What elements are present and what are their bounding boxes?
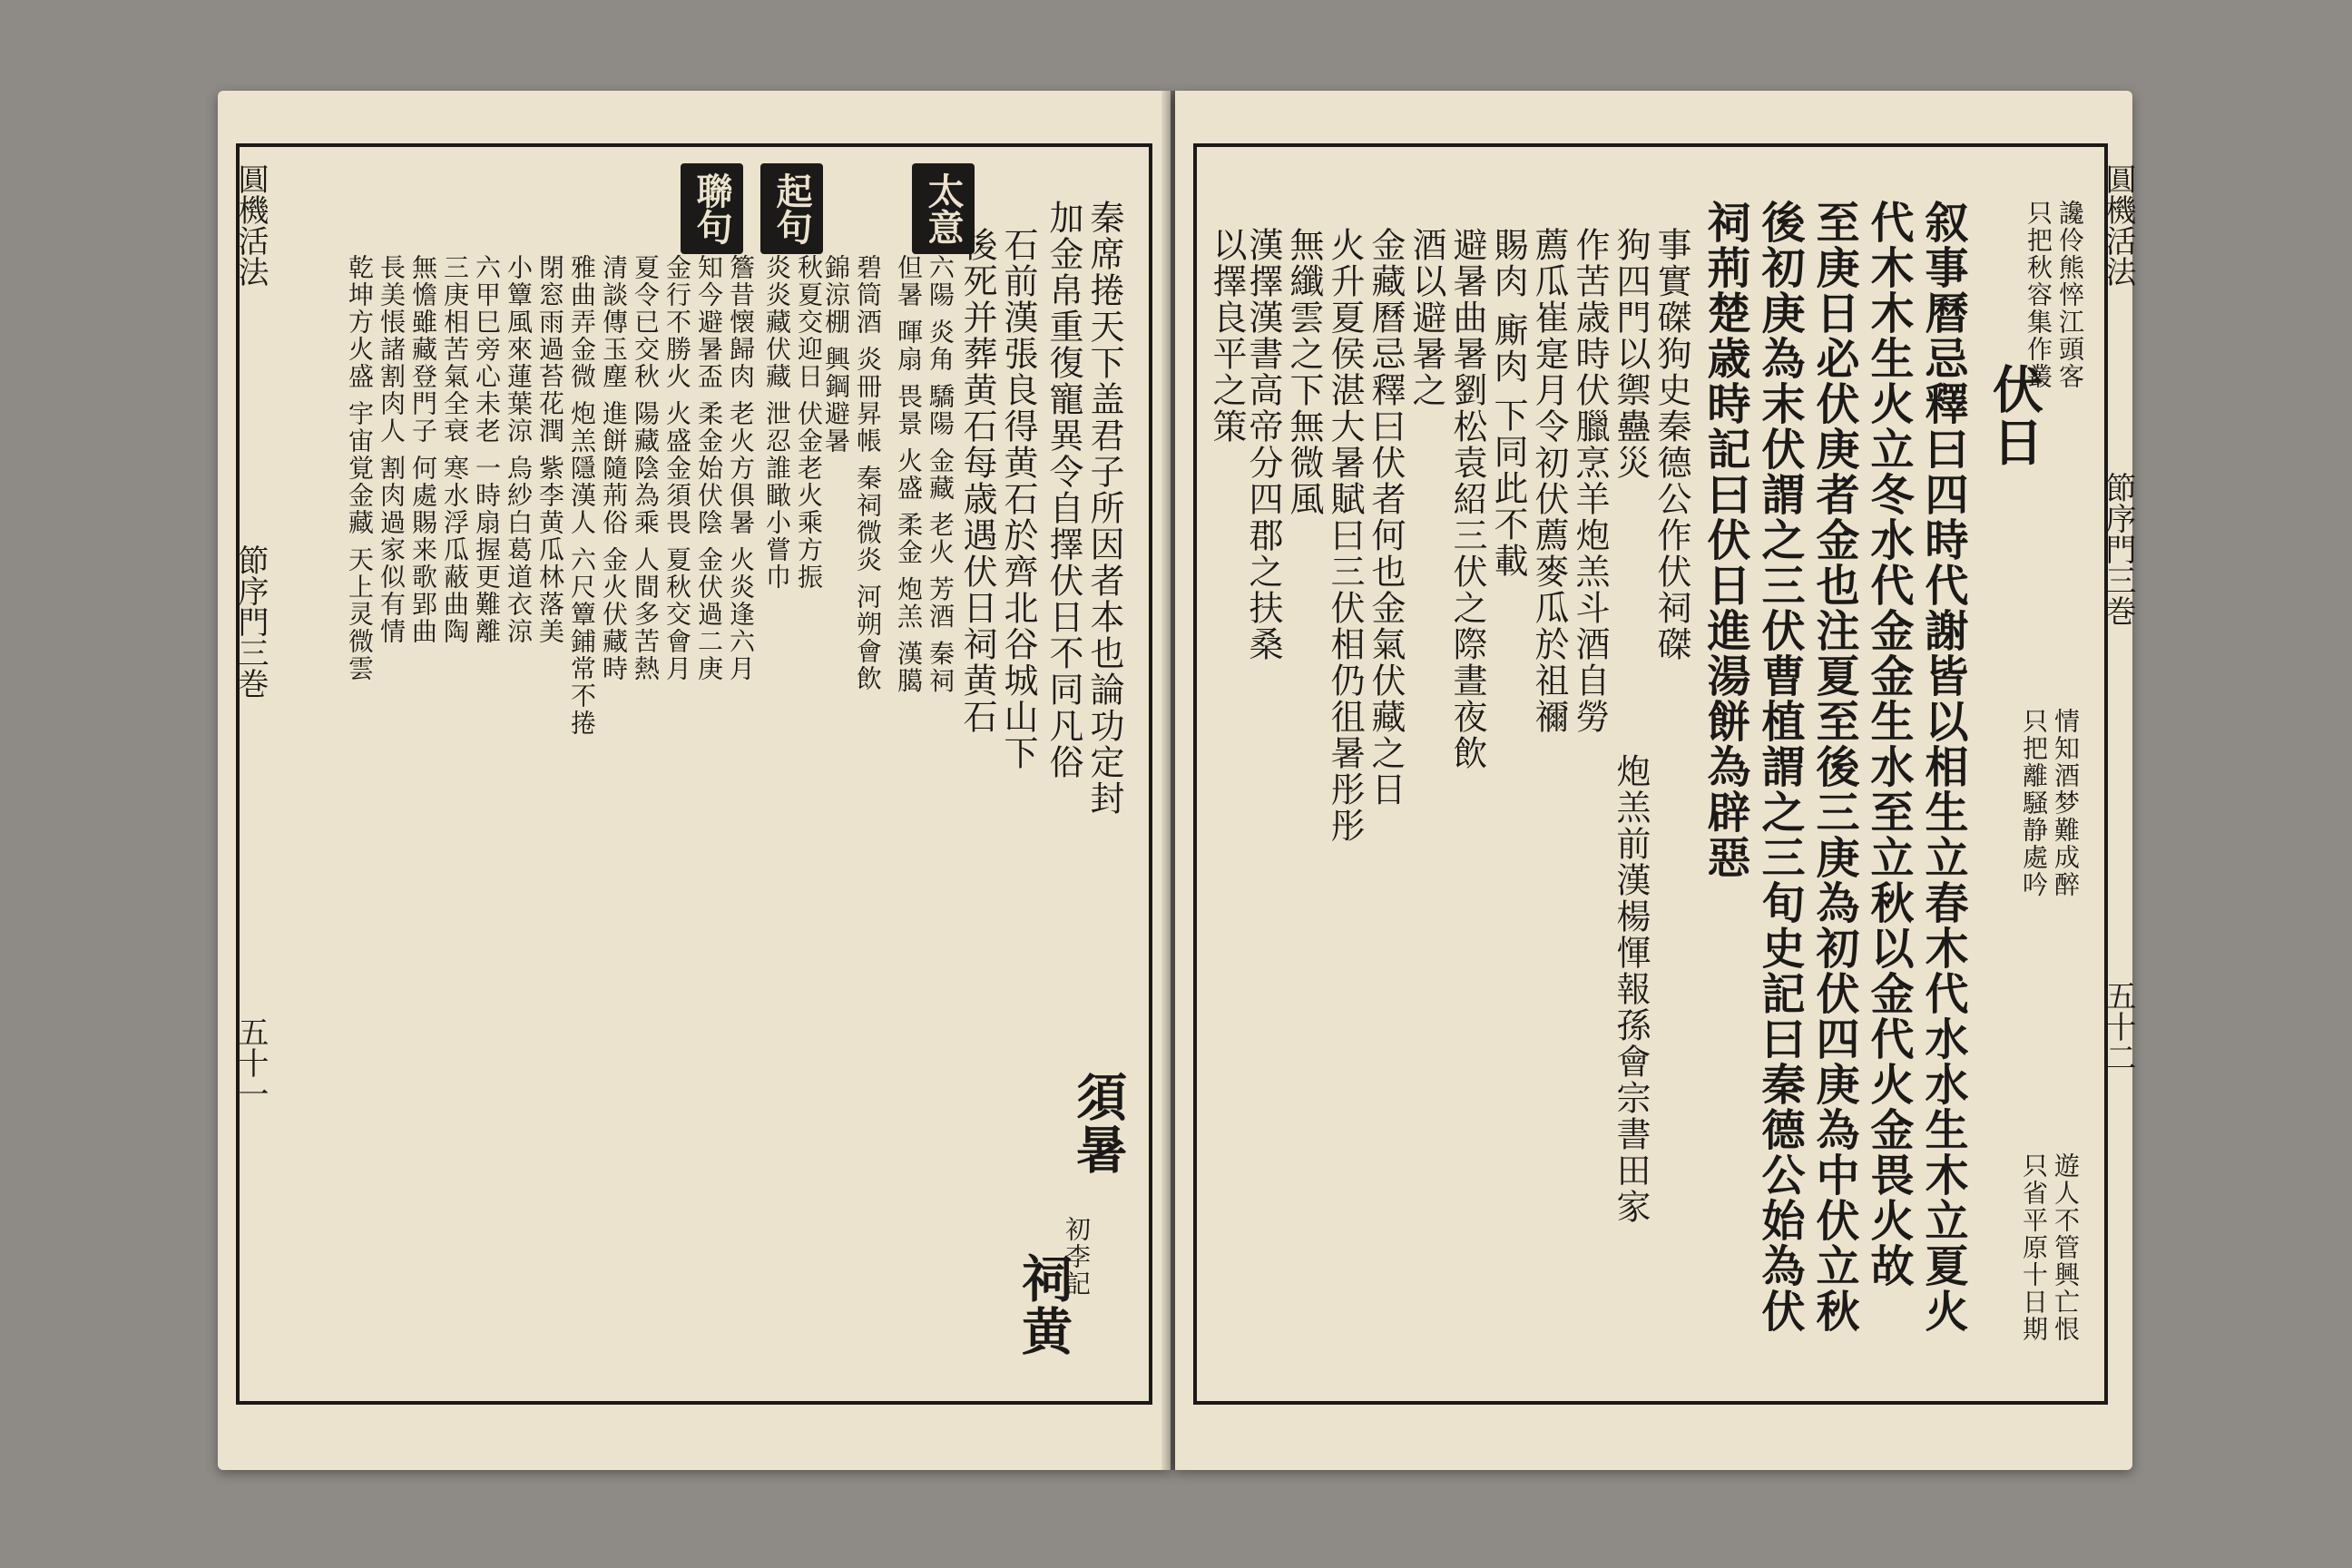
left-column: 雅曲弄金微 炮羔隱漢人 六尺簟鋪常不捲 — [567, 254, 597, 737]
right-column: 以擇良平之策 — [1207, 227, 1247, 445]
right-margin-section: 節序門三巻 — [2100, 472, 2136, 626]
right-column: 無纖雲之下無微風 — [1284, 227, 1324, 517]
left-column: 秦席捲天下盖君子所因者本也論功定封 — [1084, 200, 1124, 817]
right-column: 代木木生火立冬水代金金生水至立秋以金代火金畏火故 — [1863, 200, 1914, 1289]
right-column: 只省平原十日期 — [2019, 1152, 2049, 1343]
left-column: 閉窓雨過苔花潤 紫李黄瓜林落美 — [535, 254, 565, 645]
label-lianju: 聯句 — [681, 163, 743, 254]
right-column: 炮羔前漢楊惲報孫會宗書田家 — [1611, 753, 1651, 1225]
right-folio: 五十二 — [2100, 980, 2136, 1073]
left-column: 知今避暑盃 柔金始伏陰 金伏過二庚 — [694, 254, 724, 682]
right-column: 作苦歳時伏臘烹羊炮羔斗酒自勞 — [1570, 227, 1610, 735]
left-folio: 五十一 — [232, 1016, 269, 1109]
left-column: 初李記 — [1062, 1216, 1092, 1298]
right-column: 狗四門以禦蠱災 — [1611, 227, 1651, 481]
left-column: 碧筒酒 炎冊昇帳 秦祠微炎 河朔會飲 — [853, 254, 883, 692]
right-column: 金藏曆忌釋曰伏者何也金氣伏藏之日 — [1366, 227, 1406, 808]
left-column: 長美悵諸割肉人 割肉過家似有情 — [377, 254, 407, 645]
left-column: 石前漢張良得黄石於齊北谷城山下 — [998, 227, 1038, 771]
left-column: 清談傳玉塵 進餅隨荊俗 金火伏藏時 — [599, 254, 629, 682]
right-page — [1175, 91, 2136, 1470]
left-column: 夏令已交秋 陽藏陰為乘 人間多苦熱 — [631, 254, 661, 682]
left-column: 金行不勝火 火盛金須畏 夏秋交會月 — [662, 254, 692, 682]
left-column: 炎炎藏伏藏 泄忍誰瞰小嘗巾 — [762, 254, 792, 591]
right-column: 讒伶熊悴江頭客 — [2055, 200, 2085, 390]
left-column: 無憺雖藏登門子 何處賜来歌郢曲 — [408, 254, 438, 645]
right-column: 薦瓜崔寔月令初伏薦麥瓜於祖禰 — [1529, 227, 1569, 735]
left-column: 但暑 暉扇 畏景 火盛 柔金 炮羔 漢臈 — [894, 254, 924, 695]
left-column: 加金帛重復寵異令自擇伏日不同凡俗 — [1044, 200, 1083, 780]
left-column: 六陽 炎角 驕陽 金藏 老火 芳酒 秦祠 — [926, 254, 956, 695]
left-column: 三庚相苦氣全衰 寒水浮瓜蔽曲陶 — [440, 254, 470, 645]
left-column: 錦涼棚 興鋼避暑 — [821, 254, 851, 455]
right-column: 事實磔狗史秦德公作伏祠磔 — [1651, 227, 1691, 662]
right-column: 叙事曆忌釋曰四時代謝皆以相生立春木代水水生木立夏火 — [1917, 200, 1968, 1334]
left-page — [218, 91, 1171, 1470]
right-column: 火升夏侯湛大暑賦曰三伏相仍徂暑彤彤 — [1325, 227, 1365, 844]
left-column: 祠黄 — [1014, 1252, 1073, 1357]
left-column: 六甲巳旁心未老 一時扇握更難離 — [472, 254, 502, 645]
left-margin-title: 圓機活法 — [232, 163, 269, 287]
right-column: 後初庚為末伏謂之三伏曹植謂之三旬史記曰秦德公始為伏 — [1754, 200, 1805, 1334]
left-column: 小簟風來蓮葉涼 烏紗白葛道衣涼 — [504, 254, 534, 645]
label-qiju: 起句 — [760, 163, 823, 254]
book-spread — [218, 91, 2136, 1470]
right-column: 情知酒梦難成醉 — [2051, 708, 2081, 898]
left-column: 後死并葬黄石每歳遇伏日祠黄石 — [957, 227, 997, 735]
right-column: 賜肉 廝肉 下同此不載 — [1488, 227, 1528, 580]
left-margin-section: 節序門三巻 — [232, 544, 269, 699]
label-dayi: 太意 — [912, 163, 975, 254]
right-column: 避暑曲暑劉松袁紹三伏之際晝夜飲 — [1447, 227, 1487, 771]
left-column: 秋夏交迎日 伏金老火乘方振 — [794, 254, 824, 591]
right-column: 酒以避暑之 — [1406, 227, 1446, 408]
right-column: 祠荊楚歳時記曰伏日進湯餅為辟惡 — [1700, 200, 1750, 880]
left-column: 簷昔懐歸肉 老火方俱暑 火炎逢六月 — [726, 254, 756, 682]
right-column: 只把秋容集作叢 — [2024, 200, 2053, 390]
right-column: 只把離騒静處吟 — [2019, 708, 2049, 898]
right-column: 遊人不管興亡恨 — [2051, 1152, 2081, 1343]
right-column: 漢擇漢書高帝分四郡之扶桑 — [1243, 227, 1283, 662]
left-column: 須暑 — [1068, 1071, 1128, 1176]
section-heading: 伏日 — [1984, 363, 2044, 468]
right-column: 至庚日必伏庚者金也注夏至後三庚為初伏四庚為中伏立秋 — [1808, 200, 1859, 1334]
left-column: 乾坤方火盛 宇宙覚金藏 天上灵微雲 — [345, 254, 375, 682]
right-margin-title: 圓機活法 — [2100, 163, 2136, 287]
